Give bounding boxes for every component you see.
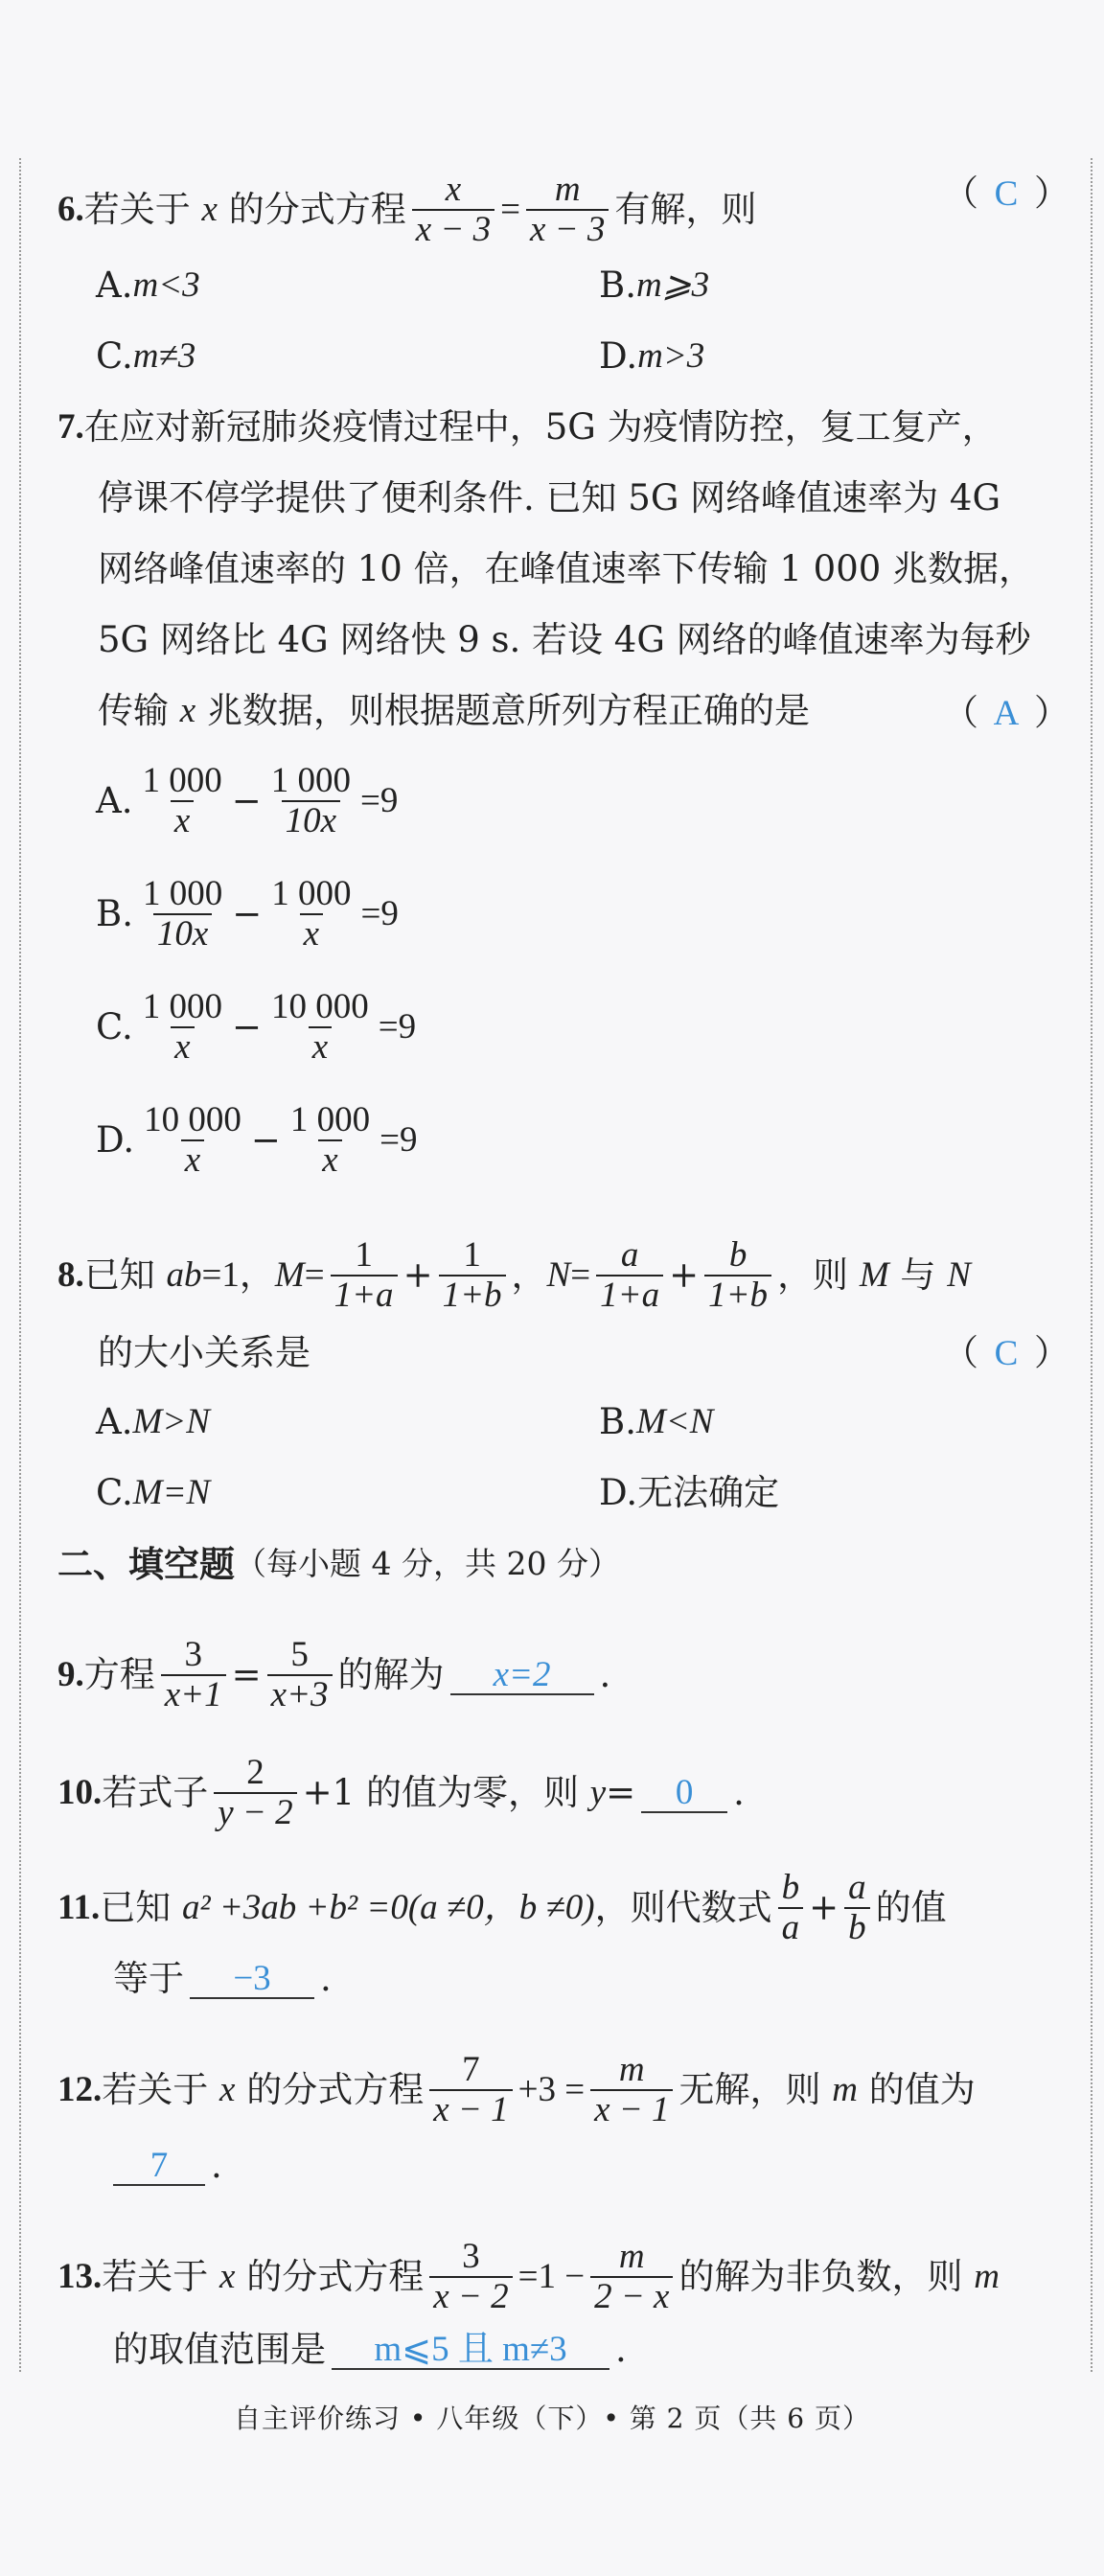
option-c: C. $\frac{1 000}{x}$ − $\frac{10 000}{x}$ =9 [96,987,417,1067]
section-heading: 二、填空题 （每小题 4 分，共 20 分） [58,1543,620,1585]
equals-sign: = [500,190,520,229]
variable: x [179,691,196,730]
variable: x [201,190,218,229]
answer-blank: 7 [113,2147,205,2186]
question-7-line: 5G 网络比 4G 网络快 9 s. 若设 4G 网络的峰值速率为每秒 [98,619,1031,660]
option-a: A. $\frac{1 000}{x}$ − $\frac{1 000}{10x}$ =9 [96,761,399,840]
question-text: 若关于 [83,189,191,230]
question-7-line: 传输 x 兆数据，则根据题意所列方程正确的是 [98,690,810,731]
option-a: A. M>N [96,1401,210,1442]
question-number: 7. [58,407,84,447]
question-number: 11. [58,1888,101,1927]
option-b: B. $\frac{1 000}{10x}$ − $\frac{1 000}{x}$ =9 [96,874,399,954]
answer-bracket: （ C ） [943,1332,1070,1373]
page-footer: 自主评价练习 • 八年级（下）• 第 2 页（共 6 页） [234,2403,870,2434]
answer-blank: x=2 [450,1656,594,1695]
answer-blank: m⩽5 且 m≠3 [332,2331,610,2370]
option-d: D. 无法确定 [599,1472,780,1513]
option-d: D. m>3 [599,335,705,377]
answer-choice: A [993,694,1020,733]
option-c: C. M=N [96,1472,211,1513]
question-8: 8. 已知 ab =1， M = $\frac{1}{1+a}$ + $\frac{1}{1+b}$ ， N = $\frac{a}{1+a}$ + $\frac{b}{1+b}$ ，则 M 与 N [58,1235,971,1315]
question-number: 8. [58,1255,84,1295]
question-text: 有解，则 [614,189,757,230]
question-11: 11. 已知 a² +3ab +b² =0(a ≠0，b ≠0) ，则代数式 $\frac{b}{a}$ + $\frac{a}{b}$ 的值 [58,1868,947,1947]
option-b: B. m⩾3 [599,264,710,306]
question-13-line: 的取值范围是 m⩽5 且 m≠3 . [113,2329,627,2370]
option-a: A. m<3 [96,264,200,306]
option-b: B. M<N [599,1401,714,1442]
question-12-line: 7 . [113,2145,222,2187]
question-text: 的分式方程 [228,189,406,230]
question-7-line: 网络峰值速率的 10 倍，在峰值速率下传输 1 000 兆数据， [98,548,1035,589]
question-7 [58,406,998,448]
question-number: 13. [58,2257,103,2296]
fraction: $\frac{m}{x - 3}$ [526,171,609,249]
question-8-line: 的大小关系是 [98,1332,310,1373]
question-number: 6. [58,190,84,229]
answer-bracket: （ A ） [943,692,1070,733]
question-6 [58,171,756,249]
question-13: 13. 若关于 x 的分式方程 $\frac{3}{x - 2}$ =1 − $\frac{m}{2 - x}$ 的解为非负数，则 m [58,2237,1000,2316]
answer-blank: 0 [641,1774,727,1813]
right-dotted-border [1091,158,1092,2372]
question-7-line: 停课不停学提供了便利条件. 已知 5G 网络峰值速率为 4G [98,477,1000,518]
question-number: 10. [58,1773,103,1812]
question-11-line: 等于 −3 . [113,1958,332,1999]
answer-choice: C [994,1334,1019,1373]
question-10: 10. 若式子 $\frac{2}{y - 2}$ +1 的值为零，则 y = 0 . [58,1753,745,1832]
option-d: D. $\frac{10 000}{x}$ − $\frac{1 000}{x}$ =9 [96,1100,418,1180]
question-text: 在应对新冠肺炎疫情过程中，5G 为疫情防控，复工复产， [83,406,998,448]
answer-blank: −3 [190,1960,314,1999]
question-number: 12. [58,2070,103,2109]
question-12: 12. 若关于 x 的分式方程 $\frac{7}{x - 1}$ +3 = $\frac{m}{x - 1}$ 无解，则 m 的值为 [58,2050,976,2129]
option-c: C. m≠3 [96,335,196,377]
left-dotted-border [19,158,21,2372]
question-9: 9. 方程 $\frac{3}{x+1}$ = $\frac{5}{x+3}$ 的解为 x=2 . [58,1635,611,1714]
answer-bracket: （ C ） [943,172,1070,214]
answer-choice: C [994,174,1019,214]
fraction: $\frac{x}{x - 3}$ [412,171,494,249]
question-number: 9. [58,1655,84,1694]
